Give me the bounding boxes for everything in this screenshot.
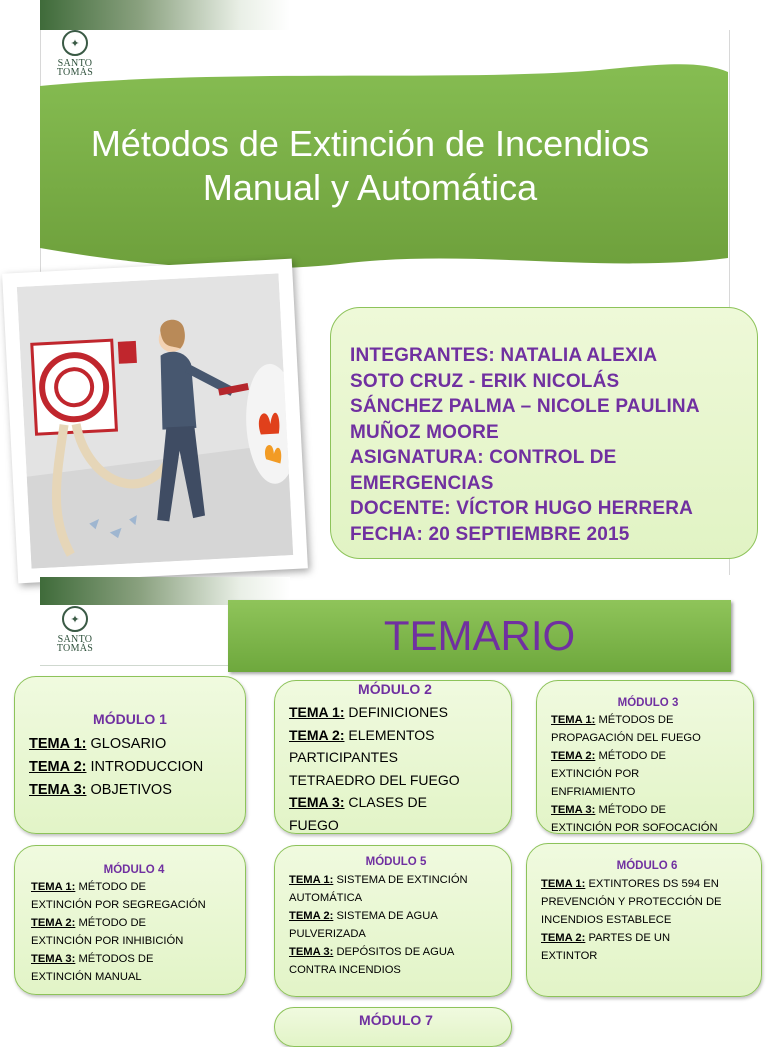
temario-heading: TEMARIO <box>383 612 576 659</box>
topic-text: PARTES DE UN <box>585 932 671 944</box>
topic-key: TEMA 3: <box>289 946 334 958</box>
topic-text: INCENDIOS ESTABLECE <box>541 914 672 926</box>
module-topic-line <box>551 801 745 819</box>
module-topic-line <box>551 765 745 783</box>
topic-key: TEMA 2: <box>551 750 596 762</box>
module-topic-line <box>31 950 237 968</box>
topic-text: EXTINCIÓN POR SEGREGACIÓN <box>31 899 206 911</box>
module-topic-line <box>31 896 237 914</box>
module-topic-line <box>29 756 231 779</box>
topic-key: TEMA 2: <box>289 726 345 743</box>
info-line: EMERGENCIAS <box>350 472 494 494</box>
module-card-7 <box>274 1007 512 1047</box>
module-topic-line <box>31 878 237 896</box>
topic-text: MÉTODO DE <box>595 804 666 816</box>
module-topic-line <box>289 769 501 792</box>
module-topic-line <box>31 932 237 950</box>
module-topic-line <box>29 779 231 802</box>
module-topic-line <box>541 911 753 929</box>
module-title: MÓDULO 6 <box>616 860 678 872</box>
info-line: SÁNCHEZ PALMA – NICOLE PAULINA <box>350 396 700 417</box>
topic-text: EXTINCIÓN POR SOFOCACIÓN <box>551 822 718 834</box>
topic-key: TEMA 3: <box>551 804 596 816</box>
logo-text-line2: TOMÁS <box>56 67 94 78</box>
topic-text: EXTINCIÓN POR INHIBICIÓN <box>31 935 184 947</box>
topic-key: TEMA 1: <box>541 878 586 890</box>
topic-text: MÉTODO DE <box>595 750 666 762</box>
module-topic-line <box>289 925 503 943</box>
topic-text: DEPÓSITOS DE AGUA <box>333 946 455 958</box>
topic-text: PREVENCIÓN Y PROTECCIÓN DE <box>541 896 722 908</box>
seal-icon: ✦ <box>62 606 88 632</box>
module-topic-line <box>289 907 503 925</box>
info-line: INTEGRANTES: NATALIA ALEXIA <box>350 345 658 366</box>
module-topic-line <box>551 819 745 834</box>
topic-key: TEMA 1: <box>31 881 76 893</box>
topic-key: TEMA 2: <box>541 932 586 944</box>
topic-text: MÉTODOS DE <box>595 714 674 726</box>
topic-key: TEMA 1: <box>289 874 334 886</box>
topic-text: EXTINTOR <box>541 950 598 962</box>
topic-key: TEMA 1: <box>289 704 345 720</box>
info-line: DOCENTE: VÍCTOR HUGO HERRERA <box>350 498 694 519</box>
module-card-2 <box>274 680 512 834</box>
module-card-6 <box>526 843 762 997</box>
topic-text: MÉTODO DE <box>75 917 146 929</box>
module-topic-line <box>289 746 501 769</box>
module-topic-line <box>289 871 503 889</box>
module-topic-line <box>289 961 503 979</box>
module-topic-line <box>289 889 503 907</box>
info-text <box>350 343 750 547</box>
module-topic-line <box>551 783 745 801</box>
topic-text: EXTINTORES DS 594 EN <box>585 878 719 890</box>
topic-text: CONTRA INCENDIOS <box>289 964 401 976</box>
module-topic-line <box>551 747 745 765</box>
topic-text: PARTICIPANTES <box>289 749 398 765</box>
info-line: MUÑOZ MOORE <box>350 421 499 443</box>
info-line: FECHA: 20 SEPTIEMBRE 2015 <box>350 523 630 545</box>
module-topic-line <box>541 893 753 911</box>
topic-text: TETRAEDRO DEL FUEGO <box>289 771 460 788</box>
info-line: ASIGNATURA: CONTROL DE <box>350 447 617 468</box>
topic-key: TEMA 2: <box>289 910 334 922</box>
topic-text: PULVERIZADA <box>289 928 366 940</box>
slide1-top-bar <box>40 0 290 30</box>
module-topic-line <box>29 733 231 756</box>
module-title: MÓDULO 5 <box>365 856 427 868</box>
module-title: MÓDULO 2 <box>358 681 432 697</box>
module-card-3 <box>536 680 754 834</box>
topic-key: TEMA 3: <box>289 794 345 810</box>
firefighter-illustration <box>17 273 293 568</box>
module-topic-line <box>31 914 237 932</box>
seal-icon: ✦ <box>62 30 88 56</box>
module-topic-line <box>541 875 753 893</box>
topic-text: OBJETIVOS <box>86 782 172 798</box>
topic-key: TEMA 2: <box>31 917 76 929</box>
module-topic-line <box>289 724 501 747</box>
module-title: MÓDULO 1 <box>93 711 167 727</box>
module-topic-line <box>541 947 753 965</box>
module-card-5 <box>274 845 512 997</box>
topic-text: EXTINCIÓN MANUAL <box>31 971 142 983</box>
module-topic-line <box>551 729 745 747</box>
logo-text-line1: SANTO <box>57 58 93 69</box>
topic-text: PROPAGACIÓN DEL FUEGO <box>551 732 701 744</box>
info-line: SOTO CRUZ - ERIK NICOLÁS <box>350 370 620 392</box>
module-title: MÓDULO 3 <box>617 697 679 709</box>
presentation-title <box>40 122 700 222</box>
module-title: MÓDULO 7 <box>359 1012 433 1028</box>
topic-text: SISTEMA DE AGUA <box>333 910 438 922</box>
module-card-4 <box>14 845 246 995</box>
topic-text: SISTEMA DE EXTINCIÓN <box>333 874 468 886</box>
topic-text: MÉTODOS DE <box>75 953 154 965</box>
firefighter-photo <box>2 259 308 584</box>
topic-key: TEMA 1: <box>29 736 87 752</box>
topic-text: GLOSARIO <box>86 736 167 752</box>
logo-text-line2: TOMÁS <box>56 643 94 654</box>
module-topic-line <box>551 711 745 729</box>
title-line-1: Métodos de Extinción de Incendios <box>90 123 650 164</box>
topic-key: TEMA 2: <box>29 759 87 775</box>
slide2-logo <box>46 606 104 653</box>
module-topic-line <box>31 968 237 986</box>
module-topic-line <box>289 701 501 724</box>
module-card-1 <box>14 676 246 834</box>
module-title: MÓDULO 4 <box>103 864 165 876</box>
topic-key: TEMA 3: <box>31 953 76 965</box>
topic-key: TEMA 1: <box>551 714 596 726</box>
module-topic-line <box>289 943 503 961</box>
module-topic-line <box>289 814 501 835</box>
topic-text: ENFRIAMIENTO <box>551 786 636 798</box>
topic-text: DEFINICIONES <box>344 704 448 720</box>
topic-key: TEMA 3: <box>29 782 87 798</box>
topic-text: INTRODUCCION <box>86 759 204 775</box>
topic-text: EXTINCIÓN POR <box>551 768 640 780</box>
topic-text: CLASES DE <box>344 794 427 810</box>
topic-text: ELEMENTOS <box>344 726 435 743</box>
title-line-2: Manual y Automática <box>202 167 538 208</box>
module-topic-line <box>541 929 753 947</box>
topic-text: AUTOMÁTICA <box>289 892 363 904</box>
topic-text: FUEGO <box>289 816 339 833</box>
topic-text: MÉTODO DE <box>75 881 146 893</box>
logo-text-line1: SANTO <box>57 634 93 645</box>
module-topic-line <box>289 791 501 814</box>
